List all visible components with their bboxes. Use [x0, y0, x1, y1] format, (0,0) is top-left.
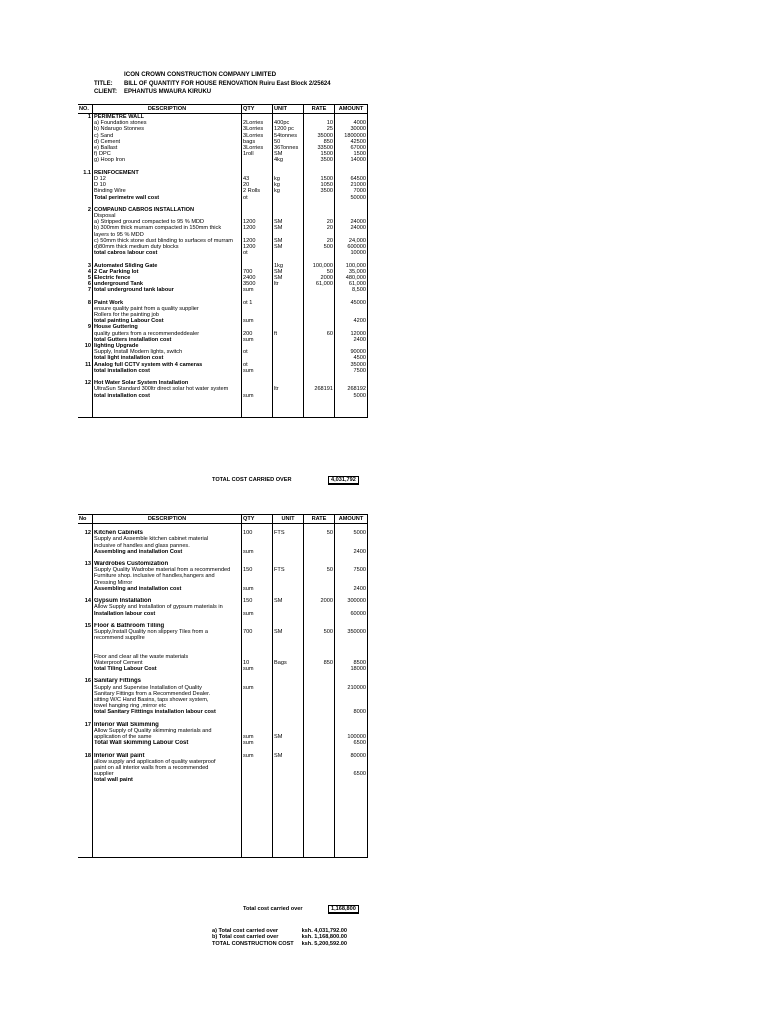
row-amount: 2400 [335, 586, 368, 592]
row-amount: 4000 [335, 120, 368, 126]
row-unit: kg [273, 176, 304, 182]
row-unit: 36Tonnes [273, 145, 304, 151]
row-qty: 2400 [242, 275, 273, 281]
row-unit: SM [273, 734, 304, 740]
row-unit: SM [273, 151, 304, 157]
row-qty: 1200 [242, 238, 273, 244]
row-description: Supply,Install Quality non slippery Tiles from a [93, 629, 242, 635]
col-no-header: NO. [78, 105, 93, 114]
row-amount: 24000 [335, 225, 368, 231]
row-description: paint on all interior walls from a recommended [93, 765, 242, 771]
row-rate: 10 [304, 120, 335, 126]
row-number: 7 [87, 287, 91, 294]
col-qty-header: QTY [242, 105, 273, 114]
row-rate: 1500 [304, 151, 335, 157]
row-number [78, 851, 93, 858]
row-description: d) Cement [93, 139, 242, 145]
row-description: Hot Water Solar System Installation [93, 380, 242, 386]
row-rate: 35000 [304, 133, 335, 139]
row-unit: SM [273, 275, 304, 281]
row-qty: 100 [242, 530, 273, 536]
row-number [78, 524, 93, 531]
row-amount: 14000 [335, 157, 368, 163]
row-description: Gypsum Installation [93, 598, 242, 604]
row-description: COMPAUND CABROS INSTALLATION [93, 207, 242, 213]
row-description: lighting Upgrade [93, 343, 242, 349]
row-unit: kg [273, 188, 304, 194]
row-description: Interior Wall Skimming [93, 722, 242, 728]
row-unit: ltr [273, 281, 304, 287]
row-qty: 700 [242, 269, 273, 275]
row-rate: 60 [304, 331, 335, 337]
col-rate-header: RATE [304, 105, 335, 114]
row-unit: SM [273, 219, 304, 225]
row-description: Supply and Supervise Installation of Quality [93, 685, 242, 691]
row-qty: sum [242, 393, 273, 399]
row-number: 5 [87, 274, 91, 281]
summary-label: a) Total cost carried over [212, 928, 279, 934]
row-amount: 210000 [335, 685, 368, 691]
row-unit: SM [273, 753, 304, 759]
title-label: TITLE: [94, 81, 113, 87]
row-amount: 600000 [335, 244, 368, 250]
row-rate: 850 [304, 139, 335, 145]
row-description: a) Stripped ground compacted to 95 % MDD [93, 219, 242, 225]
row-qty: sum [242, 549, 273, 555]
summary-label: b) Total cost carried over [212, 934, 279, 941]
row-amount [335, 524, 368, 531]
row-qty: sum [242, 287, 273, 293]
row-qty: sum [242, 318, 273, 324]
row-description: Supply Quality Wadrobe material from a recommended [93, 567, 242, 573]
row-unit: Bags [273, 660, 304, 666]
row-qty [242, 524, 273, 531]
row-qty: 700 [242, 629, 273, 635]
table-1-body [78, 114, 368, 418]
summary-line-total [212, 941, 347, 947]
row-amount: 5000 [335, 530, 368, 536]
client-label: CLIENT: [94, 89, 117, 95]
row-qty: sum [242, 740, 273, 746]
row-rate: 20 [304, 219, 335, 225]
boq-table-2 [78, 514, 368, 858]
row-number: 10 [84, 343, 91, 350]
row-qty [242, 411, 273, 418]
row-amount: 6500 [335, 740, 368, 746]
col-unit-header: UNIT [273, 105, 304, 114]
col-amount-header: AMOUNT [335, 515, 368, 524]
row-unit: 54tonnes [273, 133, 304, 139]
row-amount: 268192 [335, 386, 368, 392]
summary-value: ksh. 4,031,792.00 [301, 928, 347, 934]
row-description: PERIMETRE WALL [93, 114, 242, 121]
row-number: 3 [87, 262, 91, 269]
row-amount: 42500 [335, 139, 368, 145]
row-description: total installation cost [93, 368, 242, 374]
row-rate: 20 [304, 238, 335, 244]
row-description: total light installation cost [93, 355, 242, 361]
row-description: REINFOCEMENT [93, 170, 242, 176]
row-description: layers to 95 % MDD [93, 232, 242, 238]
row-rate: 25 [304, 126, 335, 132]
row-rate: 500 [304, 629, 335, 635]
row-description: Total Wall skimming Labour Cost [93, 740, 242, 746]
row-rate: 50 [304, 530, 335, 536]
row-description: d)80mm thick medium duty blocks [93, 244, 242, 250]
row-description: Binding Wire [93, 188, 242, 194]
row-qty: 1200 [242, 244, 273, 250]
row-unit: SM [273, 244, 304, 250]
row-rate: 500 [304, 244, 335, 250]
row-unit: 1200 pc [273, 126, 304, 132]
row-description: recommend suppllre [93, 635, 242, 641]
row-description: Electric fence [93, 275, 242, 281]
row-qty: sum [242, 666, 273, 672]
row-number: 9 [87, 324, 91, 331]
table-header-row [78, 515, 368, 524]
row-rate: 50 [304, 269, 335, 275]
row-unit: kg [273, 182, 304, 188]
row-unit [273, 524, 304, 531]
row-amount: 8000 [335, 709, 368, 715]
col-qty-header: QTY [242, 515, 273, 524]
row-amount: 4500 [335, 355, 368, 361]
row-number: 4 [87, 268, 91, 275]
row-description: Furniture shop. inclusive of handles,hangers and [93, 573, 242, 579]
row-qty: ot [242, 250, 273, 256]
row-description: total wall paint [93, 777, 242, 783]
row-qty: 150 [242, 598, 273, 604]
row-description: Rollers for the painting job [93, 312, 242, 318]
row-qty: 20 [242, 182, 273, 188]
row-description: House Guttering [93, 324, 242, 330]
col-unit-header: UNIT [273, 515, 304, 524]
row-number: 6 [87, 281, 91, 288]
row-qty: 3Lorries [242, 133, 273, 139]
row-number: 8 [87, 299, 91, 306]
row-description: allow supply and application of quality waterproof [93, 759, 242, 765]
table-1-total-value: 4,031,792 [328, 476, 359, 485]
row-amount: 45000 [335, 300, 368, 306]
row-description: Paint Work [93, 300, 242, 306]
row-unit: FTS [273, 530, 304, 536]
row-amount: 24,000 [335, 238, 368, 244]
row-unit: 1kg [273, 263, 304, 269]
table-row [78, 851, 368, 858]
row-number: 2 [87, 206, 91, 213]
row-description: Waterproof Cement [93, 660, 242, 666]
row-description: Sanitary Fittings from a Recommended Dealer. [93, 691, 242, 697]
row-rate: 850 [304, 660, 335, 666]
row-description: g) Hoop Iron [93, 157, 242, 163]
row-amount: 64500 [335, 176, 368, 182]
row-description: total Sanitary Fitttings installation labour cost [93, 709, 242, 715]
row-qty: 2Lorries [242, 120, 273, 126]
row-qty: 3Lorries [242, 145, 273, 151]
row-amount: 1800000 [335, 133, 368, 139]
table-2-total-value: 1,168,800 [328, 905, 359, 914]
col-description-header: DESCRIPTION [93, 105, 242, 114]
boq-table-1 [78, 104, 368, 418]
row-description: sitting W/C Hand Basins, taps shower system, [93, 697, 242, 703]
row-description: c) Sand [93, 133, 242, 139]
row-qty: sum [242, 753, 273, 759]
col-rate-header: RATE [304, 515, 335, 524]
row-description: supplier [93, 771, 242, 777]
row-qty: 3500 [242, 281, 273, 287]
row-number: 17 [84, 721, 91, 728]
row-amount [335, 411, 368, 418]
row-rate: 2000 [304, 275, 335, 281]
row-description: e) Ballast [93, 145, 242, 151]
row-unit: 400pc [273, 120, 304, 126]
row-description: Allow Supply of Quality skimming materials and [93, 728, 242, 734]
table-row [78, 114, 368, 121]
row-amount: 60000 [335, 611, 368, 617]
row-qty: 150 [242, 567, 273, 573]
row-description: total Tiling Labour Cost [93, 666, 242, 672]
row-rate: 2000 [304, 598, 335, 604]
row-qty: sum [242, 611, 273, 617]
row-unit: SM [273, 238, 304, 244]
row-description: D 10 [93, 182, 242, 188]
client-value: EPHANTUS MWAURA KIRUKU [124, 89, 212, 95]
row-description: Dressing Mirror [93, 580, 242, 586]
row-amount: 12000 [335, 331, 368, 337]
row-description: Floor and clear all the waste materials [93, 654, 242, 660]
row-number: 1.1 [83, 169, 91, 176]
row-amount: 2400 [335, 549, 368, 555]
row-qty: 1roll [242, 151, 273, 157]
row-qty: sum [242, 586, 273, 592]
row-number: 16 [84, 678, 91, 685]
row-unit: SM [273, 225, 304, 231]
col-description-header: DESCRIPTION [93, 515, 242, 524]
row-description: underground Tank [93, 281, 242, 287]
row-description: UltraSun Standard 300ltr direct solar hot water system [93, 386, 242, 392]
row-description: 2 Car Parking lot [93, 269, 242, 275]
row-number: 13 [84, 561, 91, 567]
row-description: Installation labour cost [93, 611, 242, 617]
row-unit: SM [273, 629, 304, 635]
row-amount: 10000 [335, 250, 368, 256]
row-amount: 8500 [335, 660, 368, 666]
row-description: Supply and Assemble kitchen cabinet material [93, 536, 242, 542]
row-rate [304, 851, 335, 858]
row-number: 14 [84, 598, 91, 605]
row-description: application of the same [93, 734, 242, 740]
row-description: total painting Labour Cost [93, 318, 242, 324]
row-unit [273, 851, 304, 858]
row-qty: sum [242, 685, 273, 691]
row-description: inclusive of handles and glass pannes. [93, 543, 242, 549]
row-qty [242, 851, 273, 858]
row-number [78, 411, 93, 418]
row-amount: 7500 [335, 368, 368, 374]
company-name: ICON CROWN CONSTRUCTION COMPANY LIMITED [124, 71, 277, 78]
row-unit: SM [273, 598, 304, 604]
row-amount: 6500 [335, 771, 368, 777]
row-qty: 2 Rolls [242, 188, 273, 194]
row-amount: 35,000 [335, 269, 368, 275]
row-qty: 10 [242, 660, 273, 666]
row-qty [242, 114, 273, 121]
row-rate [304, 114, 335, 121]
row-description: Total perimetre wall cost [93, 195, 242, 201]
row-amount: 18000 [335, 666, 368, 672]
row-description: b) 300mm thick murram compacted in 150mm thick [93, 225, 242, 231]
row-description: Sanitary Fittings [93, 678, 242, 684]
row-amount: 30000 [335, 126, 368, 132]
table-row [78, 411, 368, 418]
col-no-header: No [78, 515, 93, 524]
row-description: Floor & Bathroom Tilling [93, 623, 242, 629]
row-qty: sum [242, 368, 273, 374]
row-description: total installation cost [93, 393, 242, 399]
row-qty: 3Lorries [242, 126, 273, 132]
row-unit: ft [273, 331, 304, 337]
row-description: Assembling and installation cost [93, 586, 242, 592]
table-row [78, 524, 368, 531]
col-amount-header: AMOUNT [335, 105, 368, 114]
row-description: ensure quality paint from a quality supplier [93, 306, 242, 312]
row-rate: 3500 [304, 157, 335, 163]
row-qty: bags [242, 139, 273, 145]
row-number: 12 [84, 380, 91, 387]
row-description: f) DPC [93, 151, 242, 157]
row-rate: 20 [304, 225, 335, 231]
row-description: a) Foundation stones [93, 120, 242, 126]
row-description: Analog full CCTV system with 4 cameras [93, 362, 242, 368]
row-description: Interior Wall paint [93, 753, 242, 759]
row-rate: 1050 [304, 182, 335, 188]
row-unit [273, 114, 304, 121]
row-description: towel hanging ring ,mirror etc [93, 703, 242, 709]
row-qty: ot 1 [242, 300, 273, 306]
table-2-total-label: Total cost carried over [243, 906, 303, 912]
cost-summary [212, 928, 347, 947]
title-value: BILL OF QUANTITY FOR HOUSE RENOVATION Ruiru East Block 2/25624 [124, 81, 331, 87]
row-qty: 43 [242, 176, 273, 182]
row-description: total cabros labour cost [93, 250, 242, 256]
summary-value: ksh. 5,200,592.00 [301, 940, 347, 947]
row-qty: sum [242, 734, 273, 740]
row-description: quality gutters from a recommendeddealer [93, 331, 242, 337]
row-description: Supply, Install Modern lights, switch [93, 349, 242, 355]
table-2-body [78, 524, 368, 858]
row-unit: SM [273, 269, 304, 275]
row-number: 12 [84, 530, 91, 537]
table-header-row [78, 105, 368, 114]
row-amount: 7000 [335, 188, 368, 194]
row-amount: 8,500 [335, 287, 368, 293]
row-rate: 3500 [304, 188, 335, 194]
table-1-total-label: TOTAL COST CARRIED OVER [212, 477, 292, 483]
row-rate: 1500 [304, 176, 335, 182]
row-amount: 35000 [335, 362, 368, 368]
row-amount: 80000 [335, 753, 368, 759]
summary-value: ksh. 1,168,800.00 [301, 934, 347, 941]
row-amount [335, 851, 368, 858]
row-amount: 5000 [335, 393, 368, 399]
table-row [78, 386, 368, 392]
row-qty: 1200 [242, 225, 273, 231]
row-qty: sum [242, 337, 273, 343]
row-amount: 90000 [335, 349, 368, 355]
row-description: Assembling and installation Cost [93, 549, 242, 555]
row-amount: 350000 [335, 629, 368, 635]
row-number: 15 [84, 622, 91, 629]
row-number: 11 [85, 361, 91, 368]
row-description: total underground tank labour [93, 287, 242, 293]
row-unit: ltr [273, 386, 304, 392]
row-amount: 480,000 [335, 275, 368, 281]
row-amount: 7500 [335, 567, 368, 573]
row-amount: 100000 [335, 734, 368, 740]
row-amount: 4200 [335, 318, 368, 324]
row-amount [335, 114, 368, 121]
row-unit [273, 411, 304, 418]
row-qty: ot [242, 195, 273, 201]
row-description: c) 50mm thick stone dust blinding to surfaces of murram [93, 238, 242, 244]
row-amount: 300000 [335, 598, 368, 604]
row-amount: 21000 [335, 182, 368, 188]
row-description: Disposal [93, 213, 242, 219]
row-number: 1 [87, 114, 91, 120]
row-rate: 50 [304, 567, 335, 573]
row-description [93, 851, 242, 858]
row-amount: 61,000 [335, 281, 368, 287]
row-unit: FTS [273, 567, 304, 573]
row-number: 18 [84, 752, 91, 759]
row-description: Kitchen Cabinets [93, 530, 242, 536]
row-description [93, 524, 242, 531]
row-unit: 50 [273, 139, 304, 145]
row-rate: 100,000 [304, 263, 335, 269]
row-qty: ot [242, 362, 273, 368]
row-rate [304, 524, 335, 531]
row-amount: 100,000 [335, 263, 368, 269]
row-unit: 4kg [273, 157, 304, 163]
row-description: total Gutters installation cost [93, 337, 242, 343]
row-description: Allow Supply and Installation of gypsum materials in [93, 604, 242, 610]
row-description: D 12 [93, 176, 242, 182]
row-amount: 67000 [335, 145, 368, 151]
row-amount: 2400 [335, 337, 368, 343]
row-amount: 1500 [335, 151, 368, 157]
row-qty: ot [242, 349, 273, 355]
row-description: Wardrobes Customization [93, 561, 242, 567]
row-rate [304, 411, 335, 418]
row-rate: 268191 [304, 386, 335, 392]
row-description: Automated Sliding Gate [93, 263, 242, 269]
row-qty: 1200 [242, 219, 273, 225]
row-qty: 200 [242, 331, 273, 337]
row-rate: 33500 [304, 145, 335, 151]
row-rate: 61,000 [304, 281, 335, 287]
row-description [93, 411, 242, 418]
row-amount: 50000 [335, 195, 368, 201]
summary-label: TOTAL CONSTRUCTION COST [212, 940, 294, 947]
row-description: b) Ndarugo Stonnes [93, 126, 242, 132]
row-amount: 24000 [335, 219, 368, 225]
